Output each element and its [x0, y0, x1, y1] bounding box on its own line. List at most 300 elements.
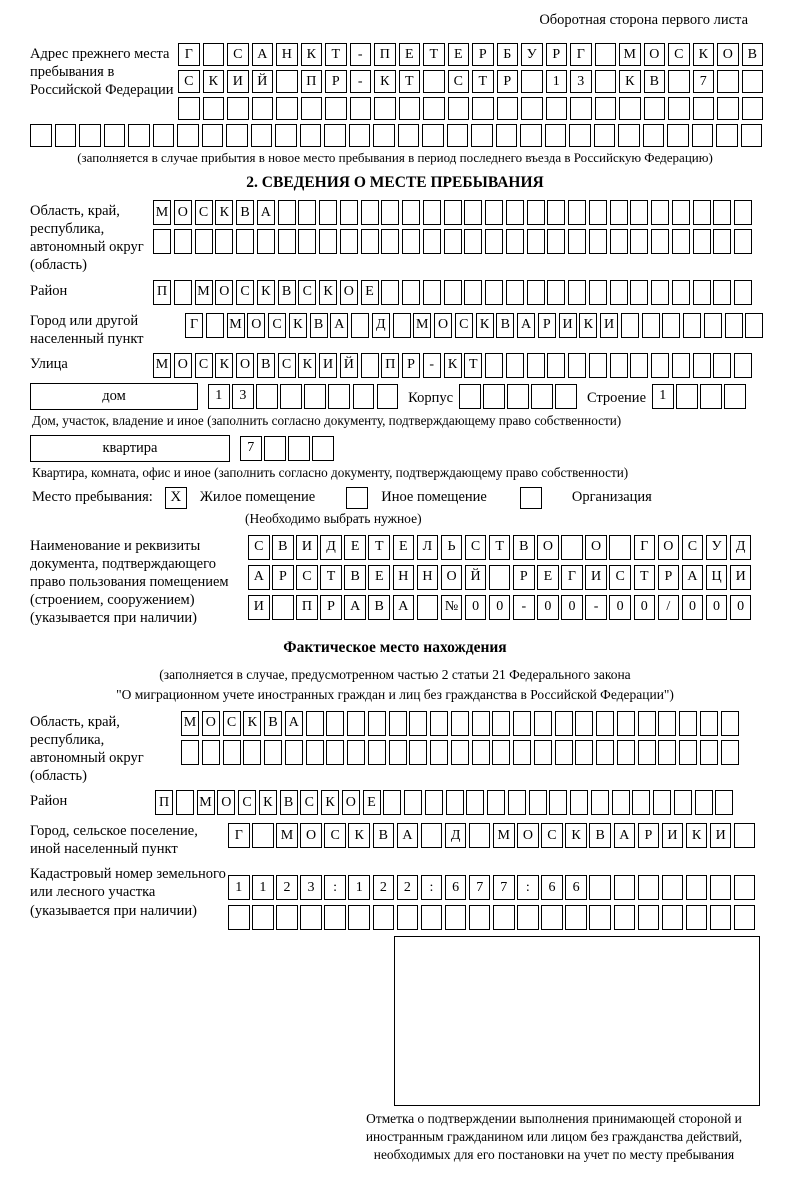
char-cell[interactable]: К: [693, 43, 715, 66]
char-cell[interactable]: С: [300, 790, 318, 815]
char-cell[interactable]: М: [153, 353, 171, 378]
char-cell[interactable]: В: [272, 535, 294, 560]
char-cell[interactable]: [243, 740, 261, 765]
char-cell[interactable]: [361, 353, 379, 378]
char-cell[interactable]: [227, 97, 249, 120]
char-cell[interactable]: П: [153, 280, 171, 305]
char-cell[interactable]: [565, 905, 587, 930]
char-cell[interactable]: [672, 280, 690, 305]
apartment-type-box[interactable]: квартира: [30, 435, 230, 462]
char-cell[interactable]: [252, 823, 274, 848]
char-cell[interactable]: [734, 875, 756, 900]
char-cell[interactable]: [686, 905, 708, 930]
char-cell[interactable]: [153, 124, 175, 147]
char-cell[interactable]: О: [174, 200, 192, 225]
char-cell[interactable]: Б: [497, 43, 519, 66]
char-cell[interactable]: К: [243, 711, 261, 736]
char-cell[interactable]: [742, 97, 764, 120]
char-cell[interactable]: [513, 740, 531, 765]
char-cell[interactable]: [276, 905, 298, 930]
char-cell[interactable]: [306, 740, 324, 765]
char-cell[interactable]: 3: [232, 384, 254, 409]
char-cell[interactable]: [324, 905, 346, 930]
char-cell[interactable]: [487, 790, 505, 815]
char-cell[interactable]: [128, 124, 150, 147]
char-cell[interactable]: [507, 384, 529, 409]
char-cell[interactable]: [451, 740, 469, 765]
char-cell[interactable]: С: [236, 280, 254, 305]
char-cell[interactable]: Й: [252, 70, 274, 93]
char-cell[interactable]: [377, 384, 399, 409]
char-cell[interactable]: О: [441, 565, 463, 590]
char-cell[interactable]: Т: [368, 535, 390, 560]
char-cell[interactable]: [328, 384, 350, 409]
char-cell[interactable]: [527, 280, 545, 305]
char-cell[interactable]: [301, 97, 323, 120]
char-cell[interactable]: [555, 740, 573, 765]
house-type-box[interactable]: дом: [30, 383, 198, 410]
char-cell[interactable]: С: [541, 823, 563, 848]
char-cell[interactable]: [662, 313, 680, 338]
char-cell[interactable]: [319, 229, 337, 254]
char-cell[interactable]: П: [155, 790, 173, 815]
char-cell[interactable]: [672, 200, 690, 225]
char-cell[interactable]: [252, 905, 274, 930]
char-cell[interactable]: О: [340, 280, 358, 305]
char-cell[interactable]: К: [301, 43, 323, 66]
char-cell[interactable]: К: [257, 280, 275, 305]
char-cell[interactable]: [734, 823, 756, 848]
char-cell[interactable]: [278, 229, 296, 254]
char-cell[interactable]: [668, 70, 690, 93]
char-cell[interactable]: -: [350, 43, 372, 66]
char-cell[interactable]: [30, 124, 52, 147]
char-cell[interactable]: В: [257, 353, 275, 378]
char-cell[interactable]: [679, 740, 697, 765]
char-cell[interactable]: [444, 200, 462, 225]
char-cell[interactable]: 0: [609, 595, 631, 620]
char-cell[interactable]: [178, 97, 200, 120]
char-cell[interactable]: [381, 229, 399, 254]
char-cell[interactable]: [713, 280, 731, 305]
char-cell[interactable]: Л: [417, 535, 439, 560]
char-cell[interactable]: О: [217, 790, 235, 815]
char-cell[interactable]: [447, 124, 469, 147]
char-cell[interactable]: О: [215, 280, 233, 305]
char-cell[interactable]: [569, 124, 591, 147]
char-cell[interactable]: [368, 740, 386, 765]
char-cell[interactable]: [280, 384, 302, 409]
char-cell[interactable]: [423, 70, 445, 93]
char-cell[interactable]: -: [513, 595, 535, 620]
char-cell[interactable]: [561, 535, 583, 560]
char-cell[interactable]: С: [448, 70, 470, 93]
char-cell[interactable]: 7: [469, 875, 491, 900]
char-cell[interactable]: [276, 70, 298, 93]
char-cell[interactable]: В: [742, 43, 764, 66]
char-cell[interactable]: [724, 384, 746, 409]
char-cell[interactable]: Е: [361, 280, 379, 305]
char-cell[interactable]: Р: [272, 565, 294, 590]
char-cell[interactable]: [710, 905, 732, 930]
char-cell[interactable]: 0: [465, 595, 487, 620]
char-cell[interactable]: [662, 875, 684, 900]
char-cell[interactable]: Р: [497, 70, 519, 93]
char-cell[interactable]: [742, 70, 764, 93]
char-cell[interactable]: [374, 97, 396, 120]
char-cell[interactable]: [381, 200, 399, 225]
char-cell[interactable]: [202, 124, 224, 147]
char-cell[interactable]: Т: [320, 565, 342, 590]
char-cell[interactable]: [383, 790, 401, 815]
char-cell[interactable]: [489, 565, 511, 590]
char-cell[interactable]: [651, 229, 669, 254]
char-cell[interactable]: [630, 353, 648, 378]
char-cell[interactable]: И: [585, 565, 607, 590]
char-cell[interactable]: А: [248, 565, 270, 590]
char-cell[interactable]: [272, 595, 294, 620]
char-cell[interactable]: [713, 353, 731, 378]
char-cell[interactable]: С: [278, 353, 296, 378]
char-cell[interactable]: И: [319, 353, 337, 378]
char-cell[interactable]: [264, 740, 282, 765]
char-cell[interactable]: Д: [320, 535, 342, 560]
char-cell[interactable]: :: [421, 875, 443, 900]
char-cell[interactable]: [609, 535, 631, 560]
char-cell[interactable]: К: [321, 790, 339, 815]
char-cell[interactable]: [618, 124, 640, 147]
char-cell[interactable]: [672, 353, 690, 378]
char-cell[interactable]: [444, 280, 462, 305]
char-cell[interactable]: А: [397, 823, 419, 848]
char-cell[interactable]: К: [374, 70, 396, 93]
char-cell[interactable]: [734, 200, 752, 225]
char-cell[interactable]: П: [381, 353, 399, 378]
char-cell[interactable]: [541, 905, 563, 930]
char-cell[interactable]: [448, 97, 470, 120]
char-cell[interactable]: С: [195, 353, 213, 378]
char-cell[interactable]: [451, 711, 469, 736]
char-cell[interactable]: [350, 97, 372, 120]
char-cell[interactable]: О: [300, 823, 322, 848]
char-cell[interactable]: О: [202, 711, 220, 736]
char-cell[interactable]: [638, 740, 656, 765]
char-cell[interactable]: [531, 384, 553, 409]
char-cell[interactable]: [312, 436, 334, 461]
char-cell[interactable]: [589, 353, 607, 378]
char-cell[interactable]: И: [710, 823, 732, 848]
char-cell[interactable]: В: [264, 711, 282, 736]
char-cell[interactable]: [693, 200, 711, 225]
char-cell[interactable]: О: [174, 353, 192, 378]
char-cell[interactable]: [206, 313, 224, 338]
char-cell[interactable]: В: [280, 790, 298, 815]
char-cell[interactable]: [276, 97, 298, 120]
char-cell[interactable]: -: [350, 70, 372, 93]
char-cell[interactable]: [693, 229, 711, 254]
char-cell[interactable]: Й: [340, 353, 358, 378]
char-cell[interactable]: В: [496, 313, 514, 338]
char-cell[interactable]: [662, 905, 684, 930]
char-cell[interactable]: [527, 200, 545, 225]
char-cell[interactable]: [409, 740, 427, 765]
char-cell[interactable]: 7: [240, 436, 262, 461]
char-cell[interactable]: [672, 229, 690, 254]
char-cell[interactable]: В: [644, 70, 666, 93]
char-cell[interactable]: [278, 200, 296, 225]
char-cell[interactable]: Е: [368, 565, 390, 590]
char-cell[interactable]: [472, 740, 490, 765]
char-cell[interactable]: С: [238, 790, 256, 815]
char-cell[interactable]: [393, 313, 411, 338]
char-cell[interactable]: Т: [489, 535, 511, 560]
char-cell[interactable]: К: [686, 823, 708, 848]
char-cell[interactable]: [347, 740, 365, 765]
char-cell[interactable]: О: [342, 790, 360, 815]
char-cell[interactable]: [373, 905, 395, 930]
char-cell[interactable]: [700, 384, 722, 409]
char-cell[interactable]: [319, 200, 337, 225]
char-cell[interactable]: С: [298, 280, 316, 305]
char-cell[interactable]: В: [373, 823, 395, 848]
char-cell[interactable]: 0: [730, 595, 752, 620]
char-cell[interactable]: [721, 711, 739, 736]
char-cell[interactable]: В: [236, 200, 254, 225]
char-cell[interactable]: 2: [276, 875, 298, 900]
char-cell[interactable]: [695, 790, 713, 815]
char-cell[interactable]: 1: [546, 70, 568, 93]
char-cell[interactable]: [632, 790, 650, 815]
char-cell[interactable]: [469, 823, 491, 848]
char-cell[interactable]: [717, 70, 739, 93]
char-cell[interactable]: Р: [546, 43, 568, 66]
char-cell[interactable]: [575, 740, 593, 765]
char-cell[interactable]: [444, 229, 462, 254]
char-cell[interactable]: [353, 384, 375, 409]
char-cell[interactable]: [555, 384, 577, 409]
char-cell[interactable]: [422, 124, 444, 147]
char-cell[interactable]: :: [517, 875, 539, 900]
char-cell[interactable]: М: [227, 313, 245, 338]
char-cell[interactable]: [351, 313, 369, 338]
char-cell[interactable]: [610, 280, 628, 305]
char-cell[interactable]: 0: [561, 595, 583, 620]
char-cell[interactable]: [397, 905, 419, 930]
char-cell[interactable]: В: [368, 595, 390, 620]
char-cell[interactable]: [644, 97, 666, 120]
char-cell[interactable]: Р: [402, 353, 420, 378]
char-cell[interactable]: [638, 875, 660, 900]
char-cell[interactable]: [485, 280, 503, 305]
char-cell[interactable]: Е: [448, 43, 470, 66]
char-cell[interactable]: [653, 790, 671, 815]
char-cell[interactable]: Р: [325, 70, 347, 93]
char-cell[interactable]: С: [455, 313, 473, 338]
char-cell[interactable]: [547, 229, 565, 254]
char-cell[interactable]: [570, 97, 592, 120]
char-cell[interactable]: Г: [561, 565, 583, 590]
char-cell[interactable]: Р: [472, 43, 494, 66]
char-cell[interactable]: [368, 711, 386, 736]
char-cell[interactable]: [430, 740, 448, 765]
char-cell[interactable]: [614, 905, 636, 930]
char-cell[interactable]: С: [324, 823, 346, 848]
char-cell[interactable]: И: [559, 313, 577, 338]
char-cell[interactable]: [252, 97, 274, 120]
char-cell[interactable]: [347, 711, 365, 736]
char-cell[interactable]: [547, 200, 565, 225]
char-cell[interactable]: С: [682, 535, 704, 560]
char-cell[interactable]: [527, 353, 545, 378]
char-cell[interactable]: [596, 740, 614, 765]
char-cell[interactable]: Т: [325, 43, 347, 66]
char-cell[interactable]: [202, 740, 220, 765]
char-cell[interactable]: [361, 200, 379, 225]
char-cell[interactable]: [506, 353, 524, 378]
char-cell[interactable]: К: [215, 353, 233, 378]
char-cell[interactable]: К: [259, 790, 277, 815]
char-cell[interactable]: [402, 200, 420, 225]
char-cell[interactable]: [674, 790, 692, 815]
char-cell[interactable]: О: [517, 823, 539, 848]
char-cell[interactable]: С: [227, 43, 249, 66]
char-cell[interactable]: [306, 711, 324, 736]
char-cell[interactable]: [668, 97, 690, 120]
char-cell[interactable]: А: [614, 823, 636, 848]
char-cell[interactable]: И: [296, 535, 318, 560]
char-cell[interactable]: [595, 43, 617, 66]
char-cell[interactable]: [399, 97, 421, 120]
char-cell[interactable]: В: [589, 823, 611, 848]
char-cell[interactable]: [679, 711, 697, 736]
char-cell[interactable]: [298, 200, 316, 225]
char-cell[interactable]: В: [310, 313, 328, 338]
char-cell[interactable]: Е: [399, 43, 421, 66]
char-cell[interactable]: [464, 229, 482, 254]
char-cell[interactable]: У: [706, 535, 728, 560]
char-cell[interactable]: [612, 790, 630, 815]
char-cell[interactable]: Г: [634, 535, 656, 560]
char-cell[interactable]: [717, 97, 739, 120]
char-cell[interactable]: [288, 436, 310, 461]
char-cell[interactable]: [610, 353, 628, 378]
char-cell[interactable]: [174, 280, 192, 305]
char-cell[interactable]: [617, 740, 635, 765]
char-cell[interactable]: А: [344, 595, 366, 620]
char-cell[interactable]: С: [609, 565, 631, 590]
char-cell[interactable]: [256, 384, 278, 409]
residential-checkbox[interactable]: X: [165, 487, 187, 509]
char-cell[interactable]: [203, 97, 225, 120]
char-cell[interactable]: [348, 905, 370, 930]
char-cell[interactable]: [55, 124, 77, 147]
char-cell[interactable]: [497, 97, 519, 120]
char-cell[interactable]: [176, 790, 194, 815]
char-cell[interactable]: [506, 229, 524, 254]
char-cell[interactable]: Р: [638, 823, 660, 848]
other-premises-checkbox[interactable]: [346, 487, 368, 509]
char-cell[interactable]: [595, 97, 617, 120]
char-cell[interactable]: [596, 711, 614, 736]
char-cell[interactable]: О: [658, 535, 680, 560]
char-cell[interactable]: 0: [682, 595, 704, 620]
char-cell[interactable]: К: [215, 200, 233, 225]
char-cell[interactable]: [521, 70, 543, 93]
char-cell[interactable]: И: [662, 823, 684, 848]
char-cell[interactable]: 6: [541, 875, 563, 900]
char-cell[interactable]: С: [178, 70, 200, 93]
char-cell[interactable]: [521, 97, 543, 120]
char-cell[interactable]: [517, 905, 539, 930]
char-cell[interactable]: [236, 229, 254, 254]
char-cell[interactable]: М: [619, 43, 641, 66]
char-cell[interactable]: П: [374, 43, 396, 66]
char-cell[interactable]: О: [717, 43, 739, 66]
char-cell[interactable]: К: [203, 70, 225, 93]
char-cell[interactable]: 1: [252, 875, 274, 900]
char-cell[interactable]: И: [600, 313, 618, 338]
char-cell[interactable]: [285, 740, 303, 765]
char-cell[interactable]: [506, 200, 524, 225]
char-cell[interactable]: [493, 905, 515, 930]
char-cell[interactable]: Д: [445, 823, 467, 848]
char-cell[interactable]: Г: [228, 823, 250, 848]
char-cell[interactable]: С: [668, 43, 690, 66]
char-cell[interactable]: [529, 790, 547, 815]
char-cell[interactable]: [228, 905, 250, 930]
char-cell[interactable]: Й: [465, 565, 487, 590]
char-cell[interactable]: [547, 280, 565, 305]
char-cell[interactable]: [638, 711, 656, 736]
char-cell[interactable]: [700, 711, 718, 736]
char-cell[interactable]: [617, 711, 635, 736]
char-cell[interactable]: [725, 313, 743, 338]
char-cell[interactable]: Р: [513, 565, 535, 590]
char-cell[interactable]: [508, 790, 526, 815]
char-cell[interactable]: [226, 124, 248, 147]
char-cell[interactable]: [483, 384, 505, 409]
char-cell[interactable]: [459, 384, 481, 409]
char-cell[interactable]: [373, 124, 395, 147]
char-cell[interactable]: [614, 875, 636, 900]
char-cell[interactable]: [398, 124, 420, 147]
char-cell[interactable]: С: [223, 711, 241, 736]
char-cell[interactable]: Г: [178, 43, 200, 66]
char-cell[interactable]: [195, 229, 213, 254]
char-cell[interactable]: К: [579, 313, 597, 338]
char-cell[interactable]: [430, 711, 448, 736]
char-cell[interactable]: [534, 711, 552, 736]
char-cell[interactable]: [619, 97, 641, 120]
char-cell[interactable]: [651, 353, 669, 378]
char-cell[interactable]: Т: [399, 70, 421, 93]
char-cell[interactable]: М: [413, 313, 431, 338]
char-cell[interactable]: Д: [730, 535, 752, 560]
char-cell[interactable]: [589, 229, 607, 254]
char-cell[interactable]: [638, 905, 660, 930]
char-cell[interactable]: [251, 124, 273, 147]
char-cell[interactable]: [568, 353, 586, 378]
char-cell[interactable]: [734, 229, 752, 254]
char-cell[interactable]: 3: [300, 875, 322, 900]
char-cell[interactable]: [381, 280, 399, 305]
char-cell[interactable]: [589, 280, 607, 305]
char-cell[interactable]: [676, 384, 698, 409]
char-cell[interactable]: [651, 200, 669, 225]
char-cell[interactable]: П: [301, 70, 323, 93]
char-cell[interactable]: [710, 875, 732, 900]
char-cell[interactable]: О: [434, 313, 452, 338]
